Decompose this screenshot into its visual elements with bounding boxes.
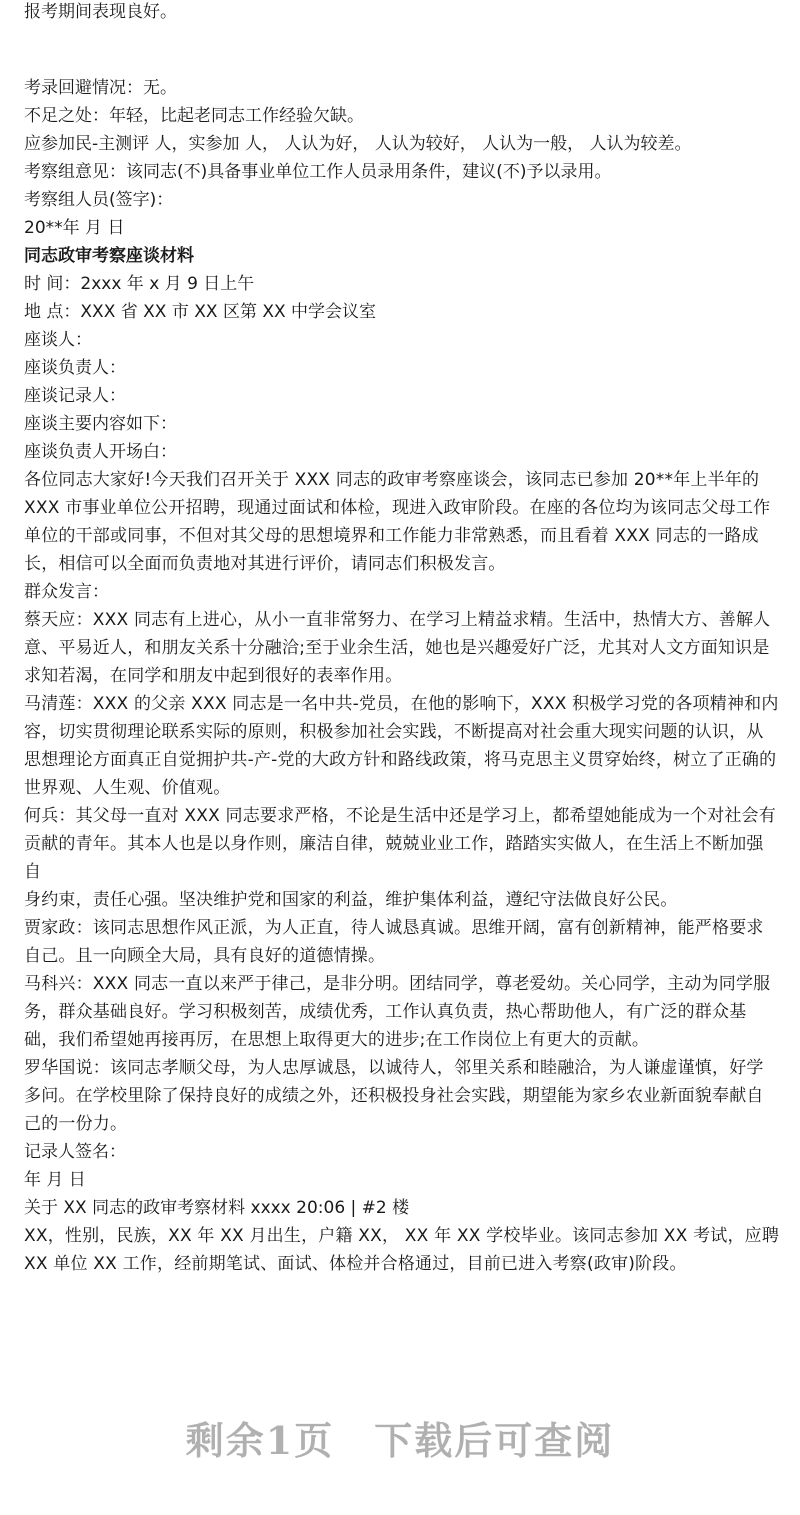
download-prompt[interactable] bbox=[0, 1410, 800, 1465]
section-title: 同志政审考察座谈材料 bbox=[24, 246, 194, 266]
document-body bbox=[24, 0, 780, 1278]
opening-paragraph: 各位同志大家好!今天我们召开关于 XXX 同志的政审考察座谈会，该同志已参加 20**年上半年的 XXX 市事业单位公开招聘，现通过面试和体检，现进入政审阶段。在座的各位均为该同志父母工作单位的干部或同事，不但对其父母的思想境界和工作能力非常熟悉，而且看着 XXX 同志的一路成长，相信可以全面而负责地对其进行评价，请同志们积极发言。 bbox=[24, 470, 771, 574]
opinion-line: 考察组意见：该同志(不)具备事业单位工作人员录用条件，建议(不)予以录用。 bbox=[24, 162, 612, 182]
speech-ma-qinglian: 马清莲：XXX 的父亲 XXX 同志是一名中共-党员，在他的影响下，XXX 积极学习党的各项精神和内容，切实贯彻理论联系实际的原则，积极参加社会实践，不断提高对社会重大现实问题的认识，从思想理论方面真正自觉拥护共-产-党的大政方针和路线政策，将马克思主义贯穿始终，树立了正确的世界观、人生观、价值观。 bbox=[24, 694, 779, 798]
host-line: 座谈负责人： bbox=[24, 358, 126, 378]
location-line: 地 点：XXX 省 XX 市 XX 区第 XX 中学会议室 bbox=[24, 302, 377, 322]
mass-speech-label: 群众发言： bbox=[24, 582, 109, 602]
date-line: 20**年 月 日 bbox=[24, 218, 125, 238]
recorder-sign-line: 记录人签名： bbox=[24, 1142, 126, 1162]
closing-paragraph: XX，性别，民族，XX 年 XX 月出生，户籍 XX， XX 年 XX 学校毕业。该同志参加 XX 考试，应聘 XX 单位 XX 工作，经前期笔试、面试、体检并合格通过，目前已进入考察(政审)阶段。 bbox=[24, 1226, 780, 1274]
evaluation-line: 应参加民-主测评 人，实参加 人， 人认为好， 人认为较好， 人认为一般， 人认为较差。 bbox=[24, 134, 692, 154]
speech-he-bing: 何兵：其父母一直对 XXX 同志要求严格，不论是生活中还是学习上，都希望她能成为一个对社会有贡献的青年。其本人也是以身作则，廉洁自律，兢兢业业工作，踏踏实实做人，在生活上不断加强自 bbox=[24, 806, 776, 882]
download-label: 下载后可查阅 bbox=[374, 1418, 615, 1463]
opening-label: 座谈负责人开场白： bbox=[24, 442, 177, 462]
speech-luo: 罗华国说：该同志孝顺父母，为人忠厚诚恳，以诚待人，邻里关系和睦融洽，为人谦虚谨慎，好学多问。在学校里除了保持良好的成绩之外，还积极投身社会实践，期望能为家乡农业新面貌奉献自己的一份力。 bbox=[24, 1058, 764, 1134]
intro-tail: 报考期间表现良好。 bbox=[24, 2, 177, 22]
post-header: 关于 XX 同志的政审考察材料 xxxx 20:06 | #2 楼 bbox=[24, 1198, 410, 1218]
speech-he-bing-cont: 身约束，责任心强。坚决维护党和国家的利益，维护集体利益，遵纪守法做良好公民。 bbox=[24, 890, 678, 910]
shortcoming-line: 不足之处：年轻，比起老同志工作经验欠缺。 bbox=[24, 106, 364, 126]
sign-date-line: 年 月 日 bbox=[24, 1170, 86, 1190]
attendees-line: 座谈人： bbox=[24, 330, 92, 350]
signature-line: 考察组人员(签字)： bbox=[24, 190, 174, 210]
time-line: 时 间：2xxx 年 x 月 9 日上午 bbox=[24, 274, 255, 294]
speech-ma-kexing: 马科兴：XXX 同志一直以来严于律己，是非分明。团结同学，尊老爱幼。关心同学，主动为同学服务，群众基础良好。学习积极刻苦，成绩优秀，工作认真负责，热心帮助他人，有广泛的群众基础，我们希望她再接再厉，在思想上取得更大的进步;在工作岗位上有更大的贡献。 bbox=[24, 974, 771, 1050]
avoidance-line: 考录回避情况：无。 bbox=[24, 78, 177, 98]
speech-cai: 蔡天应：XXX 同志有上进心，从小一直非常努力、在学习上精益求精。生活中，热情大方、善解人意、平易近人，和朋友关系十分融洽;至于业余生活，她也是兴趣爱好广泛，尤其对人文方面知识是求知若渴，在同学和朋友中起到很好的表率作用。 bbox=[24, 610, 771, 686]
content-line: 座谈主要内容如下： bbox=[24, 414, 177, 434]
speech-jia: 贾家政：该同志思想作风正派，为人正直，待人诚恳真诚。思维开阔，富有创新精神，能严格要求自己。且一向顾全大局，具有良好的道德情操。 bbox=[24, 918, 764, 966]
recorder-line: 座谈记录人： bbox=[24, 386, 126, 406]
spacer bbox=[24, 26, 780, 74]
remaining-pages-label: 剩余1页 bbox=[185, 1418, 335, 1463]
